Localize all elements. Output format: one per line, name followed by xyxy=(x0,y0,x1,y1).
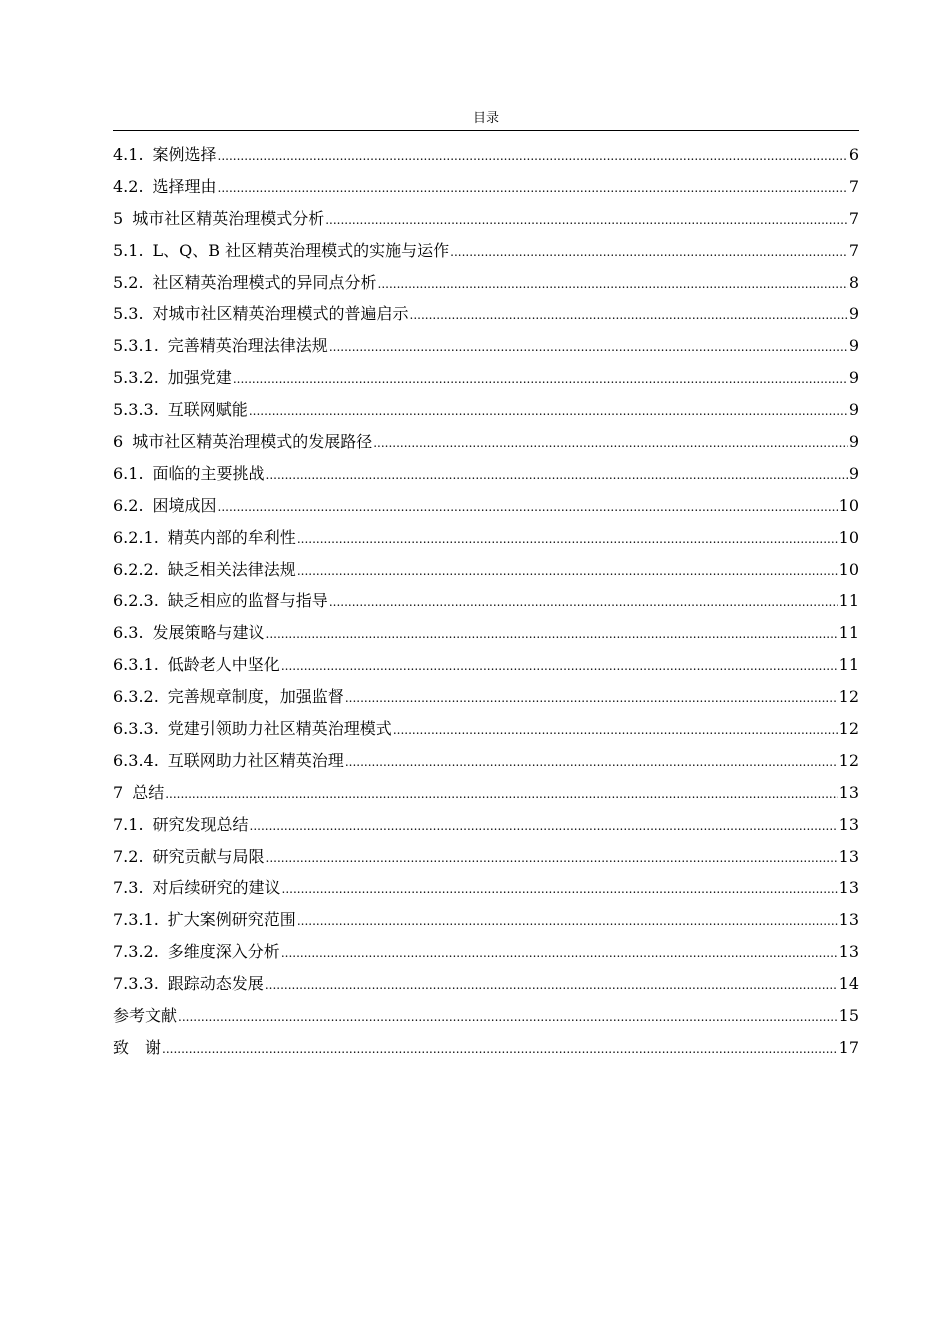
toc-dot-leader xyxy=(265,968,838,1002)
toc-entry-page-number: 13 xyxy=(838,878,859,898)
page-header-title: 目录 xyxy=(472,111,499,126)
toc-entry[interactable] xyxy=(113,490,859,522)
toc-entry-page-number: 13 xyxy=(838,846,859,866)
toc-entry-page-number: 9 xyxy=(848,368,859,388)
toc-dot-leader xyxy=(282,872,838,906)
toc-entry-title: 扩大案例研究范围 xyxy=(167,910,296,930)
toc-entry-number: 7 xyxy=(113,782,124,802)
toc-dot-leader xyxy=(325,203,848,237)
toc-entry-title: 致 谢 xyxy=(113,1037,162,1057)
toc-entry-number: 7.2. xyxy=(113,846,144,866)
toc-entry-title: 面临的主要挑战 xyxy=(152,463,265,483)
toc-dot-leader xyxy=(233,362,848,396)
toc-entry-number: 5.3.2. xyxy=(113,368,159,388)
toc-entry[interactable] xyxy=(113,171,859,203)
toc-entry-page-number: 7 xyxy=(848,240,859,260)
toc-entry-title: L、Q、B 社区精英治理模式的实施与运作 xyxy=(152,240,450,260)
toc-entry-number: 7.3. xyxy=(113,878,144,898)
toc-dot-leader xyxy=(345,745,838,779)
toc-entry-page-number: 13 xyxy=(838,910,859,930)
toc-dot-leader xyxy=(162,1032,838,1066)
toc-entry[interactable] xyxy=(113,617,859,649)
toc-dot-leader xyxy=(297,904,838,938)
toc-entry-number: 6 xyxy=(113,432,124,452)
toc-entry-page-number: 12 xyxy=(838,687,859,707)
toc-dot-leader xyxy=(373,426,848,460)
toc-entry-title: 参考文献 xyxy=(113,1006,178,1026)
toc-entry-title: 社区精英治理模式的异同点分析 xyxy=(152,272,377,292)
toc-entry-page-number: 9 xyxy=(848,400,859,420)
toc-entry-title: 城市社区精英治理模式的发展路径 xyxy=(132,432,373,452)
toc-entry-title: 党建引领助力社区精英治理模式 xyxy=(167,719,392,739)
toc-dot-leader xyxy=(165,777,837,811)
toc-entry-number: 6.3. xyxy=(113,623,144,643)
toc-entry-title: 发展策略与建议 xyxy=(152,623,265,643)
toc-dot-leader xyxy=(281,936,838,970)
toc-dot-leader xyxy=(266,841,838,875)
toc-dot-leader xyxy=(329,330,848,364)
toc-entry-page-number: 14 xyxy=(838,974,859,994)
toc-entry-number: 6.2.2. xyxy=(113,559,159,579)
toc-entry-page-number: 11 xyxy=(838,655,859,675)
toc-entry[interactable] xyxy=(113,936,859,968)
toc-entry-title: 多维度深入分析 xyxy=(167,942,280,962)
toc-entry-title: 缺乏相应的监督与指导 xyxy=(167,591,328,611)
toc-entry[interactable] xyxy=(113,841,859,873)
toc-entry-number: 5.1. xyxy=(113,240,144,260)
toc-dot-leader xyxy=(249,394,848,428)
toc-entry-page-number: 11 xyxy=(838,591,859,611)
toc-entry[interactable] xyxy=(113,522,859,554)
toc-entry[interactable] xyxy=(113,777,859,809)
toc-entry[interactable] xyxy=(113,1032,859,1064)
toc-entry-title: 研究贡献与局限 xyxy=(152,846,265,866)
toc-entry-page-number: 10 xyxy=(838,559,859,579)
toc-entry-title: 加强党建 xyxy=(167,368,232,388)
toc-entry-title: 困境成因 xyxy=(152,495,217,515)
toc-entry[interactable] xyxy=(113,203,859,235)
toc-entry-title: 低龄老人中坚化 xyxy=(167,655,280,675)
toc-entry-page-number: 7 xyxy=(848,176,859,196)
toc-dot-leader xyxy=(266,458,848,492)
toc-entry-page-number: 6 xyxy=(848,145,859,164)
toc-entry-number: 5.3. xyxy=(113,304,144,324)
toc-dot-leader xyxy=(218,490,838,524)
toc-entry[interactable] xyxy=(113,745,859,777)
toc-entry-number: 7.1. xyxy=(113,814,144,834)
toc-entry-page-number: 10 xyxy=(838,527,859,547)
toc-entry[interactable] xyxy=(113,362,859,394)
toc-dot-leader xyxy=(266,617,838,651)
toc-entry[interactable] xyxy=(113,681,859,713)
toc-entry-page-number: 7 xyxy=(848,208,859,228)
toc-entry-title: 完善精英治理法律法规 xyxy=(167,336,328,356)
toc-entry-number: 5.3.1. xyxy=(113,336,159,356)
toc-entry-number: 4.1. xyxy=(113,145,144,164)
toc-entry[interactable] xyxy=(113,394,859,426)
toc-entry-number: 5.3.3. xyxy=(113,400,159,420)
toc-entry-number: 6.2.1. xyxy=(113,527,159,547)
toc-entry[interactable] xyxy=(113,458,859,490)
toc-entry-title: 互联网助力社区精英治理 xyxy=(167,750,344,770)
toc-dot-leader xyxy=(250,809,838,843)
toc-entry[interactable] xyxy=(113,298,859,330)
toc-entry-number: 6.2.3. xyxy=(113,591,159,611)
toc-entry-page-number: 10 xyxy=(838,495,859,515)
toc-dot-leader xyxy=(297,554,838,588)
toc-entry-number: 6.3.3. xyxy=(113,719,159,739)
toc-entry-number: 5 xyxy=(113,208,124,228)
toc-entry[interactable] xyxy=(113,330,859,362)
toc-entry[interactable] xyxy=(113,713,859,745)
toc-entry-page-number: 9 xyxy=(848,432,859,452)
toc-dot-leader xyxy=(410,298,848,332)
toc-entry[interactable] xyxy=(113,554,859,586)
toc-entry-title: 城市社区精英治理模式分析 xyxy=(132,208,325,228)
header-divider xyxy=(113,130,859,131)
toc-entry-page-number: 11 xyxy=(838,623,859,643)
toc-entry-number: 6.1. xyxy=(113,463,144,483)
toc-entry[interactable] xyxy=(113,1000,859,1032)
toc-dot-leader xyxy=(218,139,848,173)
toc-entry-number: 5.2. xyxy=(113,272,144,292)
toc-entry-number: 6.3.2. xyxy=(113,687,159,707)
toc-entry-page-number: 13 xyxy=(838,782,859,802)
toc-entry[interactable] xyxy=(113,904,859,936)
toc-entry-title: 完善规章制度，加强监督 xyxy=(167,687,344,707)
toc-entry[interactable] xyxy=(113,649,859,681)
toc-entry-title: 缺乏相关法律法规 xyxy=(167,559,296,579)
toc-dot-leader xyxy=(450,235,848,269)
toc-dot-leader xyxy=(329,585,838,619)
toc-entry-page-number: 9 xyxy=(848,463,859,483)
toc-entry-page-number: 9 xyxy=(848,336,859,356)
toc-entry-number: 7.3.2. xyxy=(113,942,159,962)
toc-dot-leader xyxy=(178,1000,838,1034)
toc-entry-title: 总结 xyxy=(132,782,165,802)
toc-entry[interactable] xyxy=(113,426,859,458)
toc-entry[interactable] xyxy=(113,809,859,841)
table-of-contents xyxy=(113,139,859,1064)
toc-entry-title: 对城市社区精英治理模式的普遍启示 xyxy=(152,304,409,324)
toc-dot-leader xyxy=(378,267,848,301)
toc-entry-page-number: 13 xyxy=(838,814,859,834)
toc-entry[interactable] xyxy=(113,139,859,171)
toc-entry-number: 6.2. xyxy=(113,495,144,515)
toc-entry-number: 7.3.3. xyxy=(113,974,159,994)
toc-entry-title: 精英内部的牟利性 xyxy=(167,527,296,547)
toc-entry-number: 6.3.4. xyxy=(113,750,159,770)
toc-dot-leader xyxy=(281,649,838,683)
toc-entry-title: 选择理由 xyxy=(152,176,217,196)
toc-entry-page-number: 12 xyxy=(838,750,859,770)
toc-entry[interactable] xyxy=(113,585,859,617)
toc-entry-page-number: 12 xyxy=(838,719,859,739)
toc-entry-page-number: 9 xyxy=(848,304,859,324)
toc-entry-title: 互联网赋能 xyxy=(167,400,248,420)
toc-entry-page-number: 17 xyxy=(838,1037,859,1057)
toc-entry-page-number: 8 xyxy=(848,272,859,292)
toc-dot-leader xyxy=(393,713,838,747)
toc-entry[interactable] xyxy=(113,968,859,1000)
toc-entry-title: 研究发现总结 xyxy=(152,814,249,834)
toc-entry-number: 7.3.1. xyxy=(113,910,159,930)
toc-entry-title: 跟踪动态发展 xyxy=(167,974,264,994)
toc-entry[interactable] xyxy=(113,267,859,299)
toc-entry-number: 6.3.1. xyxy=(113,655,159,675)
toc-entry-title: 对后续研究的建议 xyxy=(152,878,281,898)
toc-dot-leader xyxy=(218,171,848,205)
toc-entry-page-number: 15 xyxy=(838,1006,859,1026)
toc-dot-leader xyxy=(345,681,838,715)
toc-entry-page-number: 13 xyxy=(838,942,859,962)
toc-dot-leader xyxy=(297,522,838,556)
toc-entry-title: 案例选择 xyxy=(152,145,217,164)
toc-entry-number: 4.2. xyxy=(113,176,144,196)
toc-entry[interactable] xyxy=(113,872,859,904)
toc-entry[interactable] xyxy=(113,235,859,267)
